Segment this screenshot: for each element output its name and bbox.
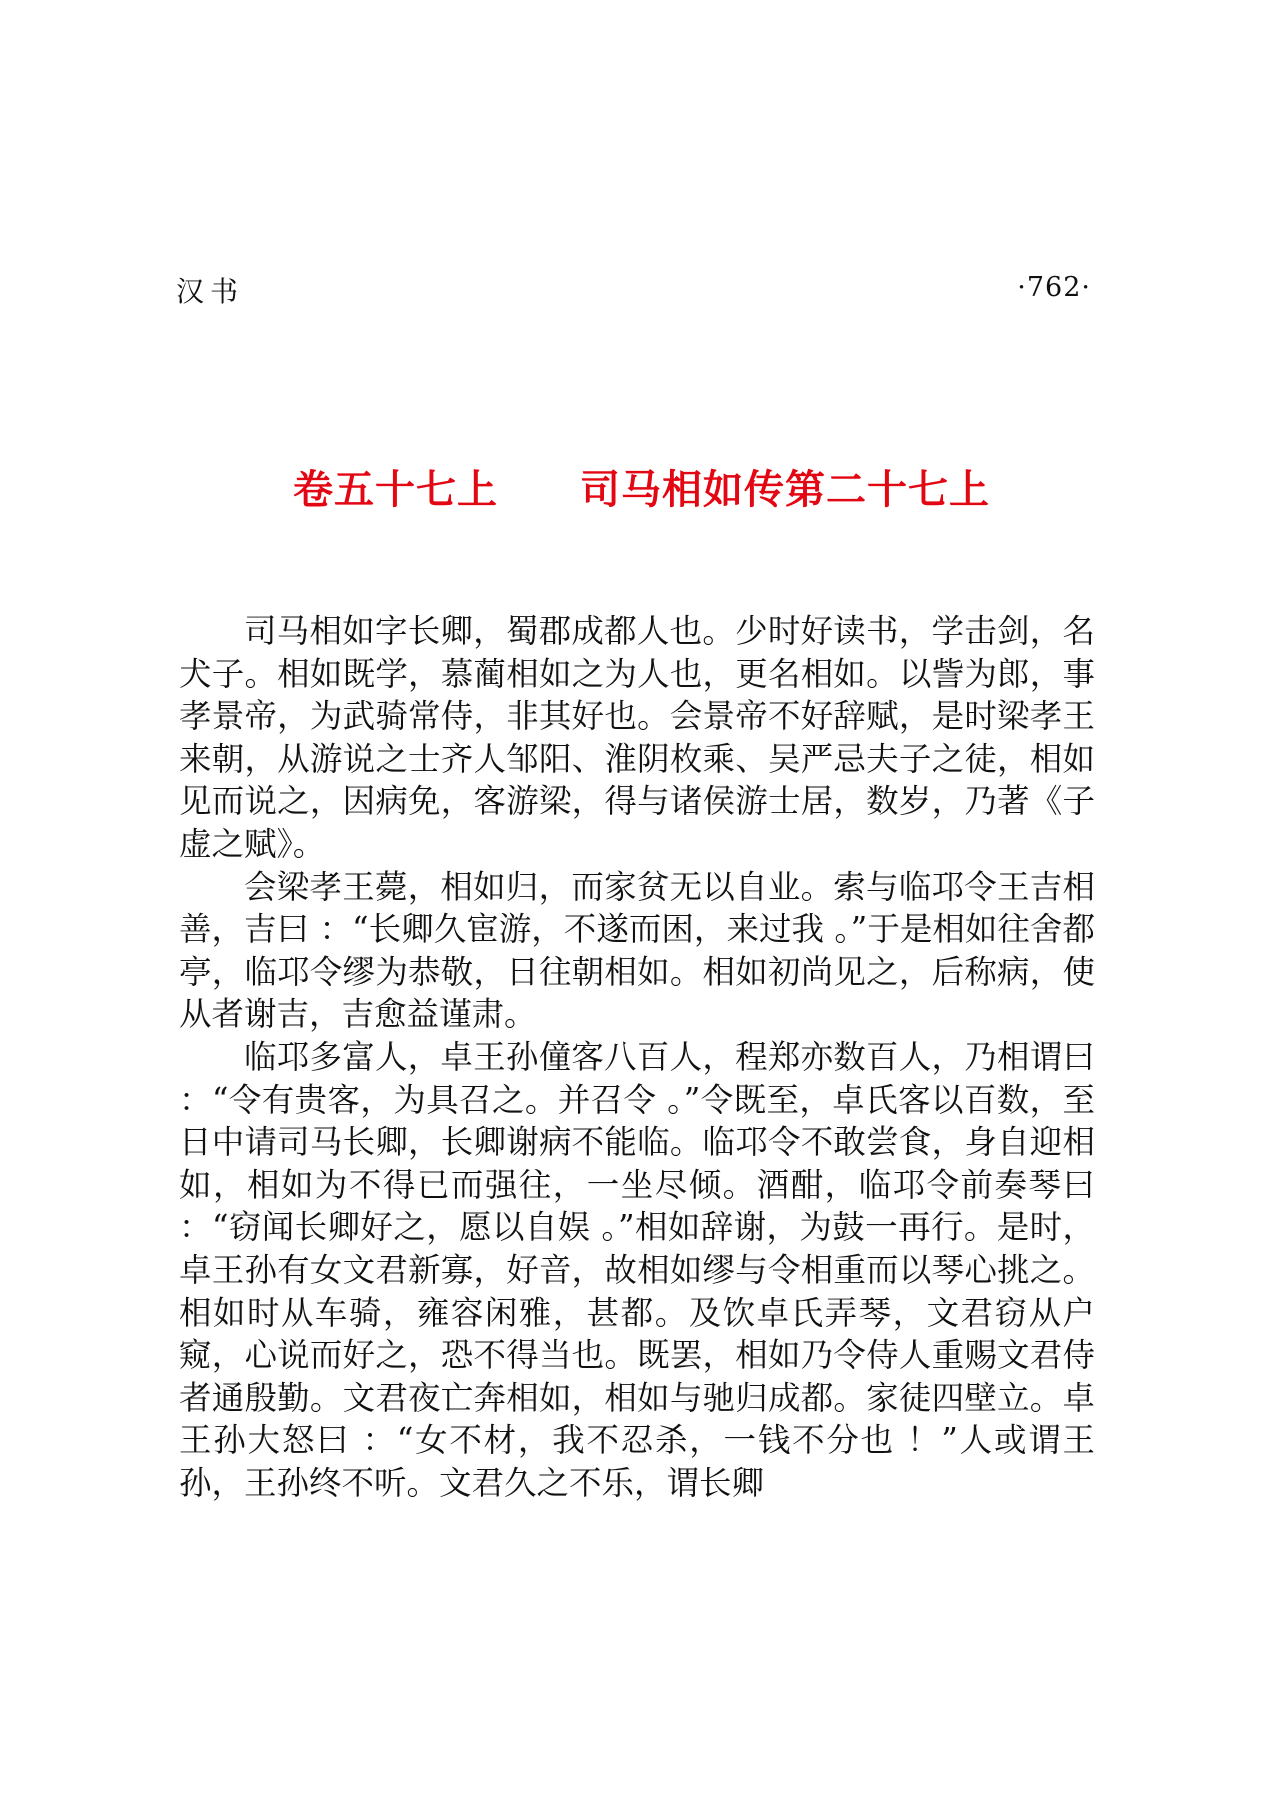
page-number: ·762· bbox=[1017, 272, 1091, 303]
paragraph-1: 司马相如字长卿，蜀郡成都人也。少时好读书，学击剑，名犬子。相如既学，慕蔺相如之为人也，更名相如。以訾为郎，事孝景帝，为武骑常侍，非其好也。会景帝不好辞赋，是时梁孝王来朝，从游说之士齐人邹阳、淮阴枚乘、吴严忌夫子之徒，相如见而说之，因病免，客游梁，得与诸侯游士居，数岁，乃著《子虚之赋》。 bbox=[179, 612, 1095, 863]
book-name: 汉书 bbox=[176, 275, 245, 308]
chapter-volume: 卷五十七上 bbox=[293, 467, 498, 513]
text-body bbox=[179, 610, 1095, 1504]
paragraph-2: 会梁孝王薨，相如归，而家贫无以自业。索与临邛令王吉相善，吉曰 ：“长卿久宦游，不遂而困，来过我 。”于是相如往舍都亭，临邛令缪为恭敬，日往朝相如。相如初尚见之，后称病，使从者谢吉，吉愈益谨肃。 bbox=[179, 867, 1095, 1034]
chapter-name: 司马相如传第二十七上 bbox=[580, 467, 990, 513]
running-header bbox=[176, 270, 1091, 310]
paragraph-3: 临邛多富人，卓王孙僮客八百人，程郑亦数百人，乃相谓曰 ：“令有贵客，为具召之。并召令 。”令既至，卓氏客以百数，至日中请司马长卿，长卿谢病不能临。临邛令不敢尝食，身自迎相如，相如为不得已而强往，一坐尽倾。酒酣，临邛令前奏琴曰 ：“窃闻长卿好之，愿以自娱 。”相如辞谢，为鼓一再行。是时，卓王孙有女文君新寡，好音，故相如缪与令相重而以琴心挑之。相如时从车骑，雍容闲雅，甚都。及饮卓氏弄琴，文君窃从户窥，心说而好之，恐不得当也。既罢，相如乃令侍人重赐文君侍者通殷勤。文君夜亡奔相如，相如与驰归成都。家徒四壁立。卓王孙大怒曰 ：“女不材，我不忍杀，一钱不分也 ！”人或谓王孙，王孙终不听。文君久之不乐，谓长卿 bbox=[179, 1037, 1095, 1502]
chapter-title bbox=[0, 458, 1283, 515]
